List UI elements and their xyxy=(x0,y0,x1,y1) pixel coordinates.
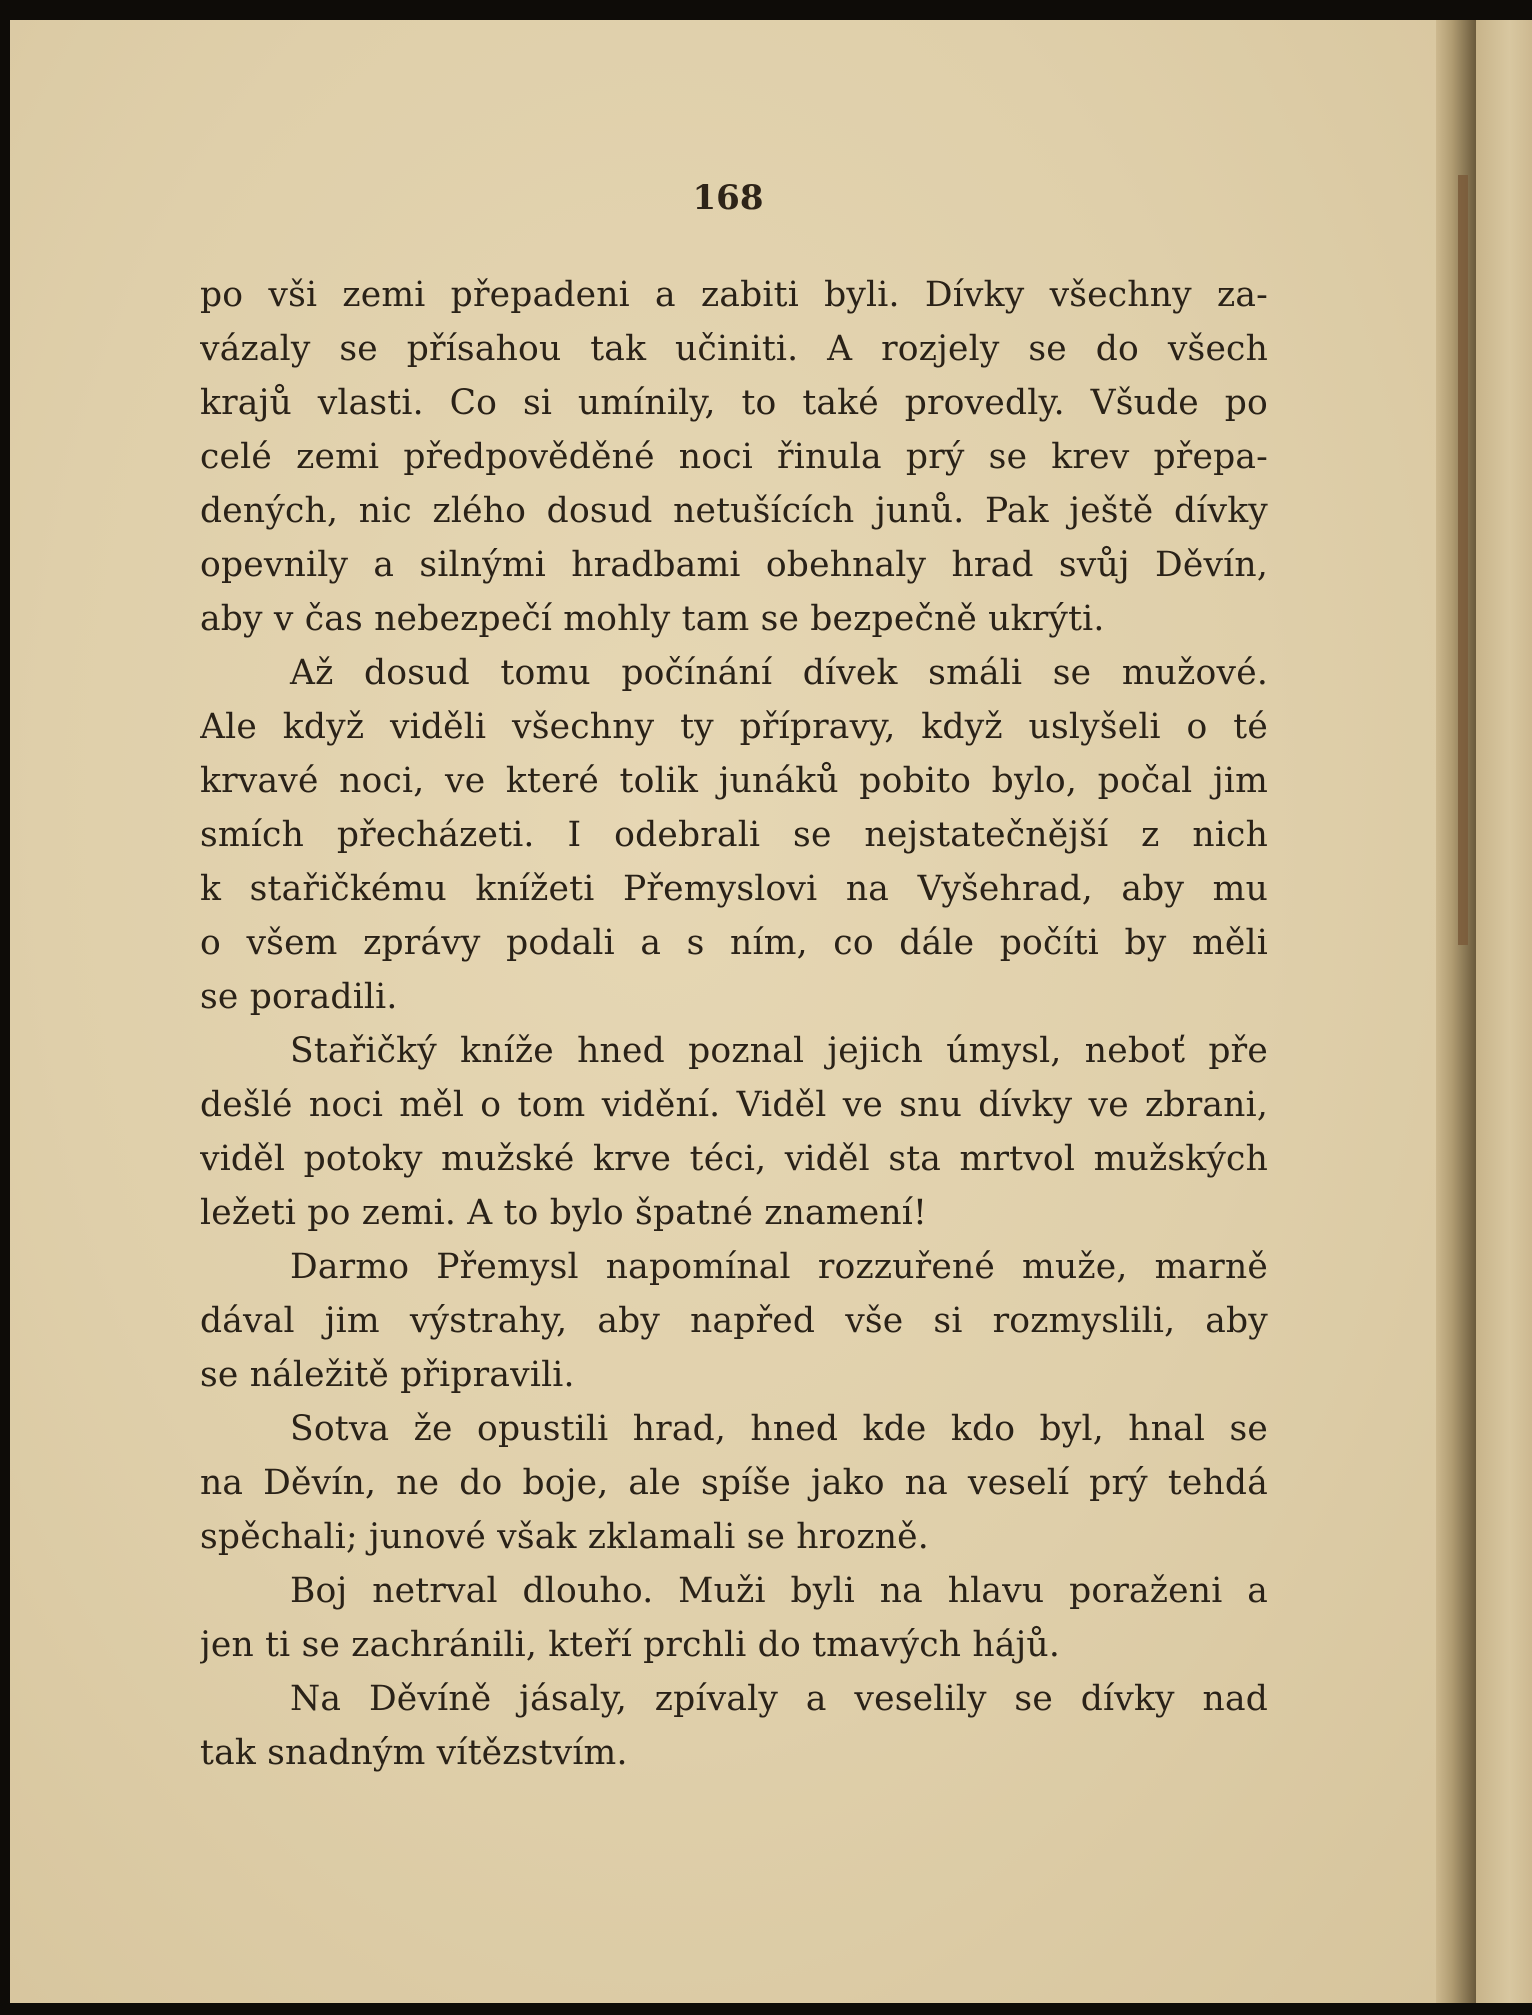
text-line: Až dosud tomu počínání dívek smáli se mužové. xyxy=(290,653,1268,693)
text-line: se poradili. xyxy=(200,977,398,1017)
text-line: ležeti po zemi. A to bylo špatné znamení! xyxy=(200,1193,928,1233)
text-line: na Děvín, ne do boje, ale spíše jako na veselí prý tehdá xyxy=(200,1463,1268,1503)
text-line: dával jim výstrahy, aby napřed vše si rozmyslili, aby xyxy=(200,1301,1268,1341)
text-line: Boj netrval dlouho. Muži byli na hlavu poraženi a xyxy=(290,1571,1268,1611)
text-line: se náležitě připravili. xyxy=(200,1355,575,1395)
text-line: krajů vlasti. Co si umínily, to také provedly. Všude po xyxy=(200,383,1268,423)
book-gutter xyxy=(1436,20,1476,2003)
body-text xyxy=(200,268,1268,1780)
text-line: dešlé noci měl o tom vidění. Viděl ve snu dívky ve zbrani, xyxy=(200,1085,1268,1125)
text-line: vázaly se přísahou tak učiniti. A rozjely se do všech xyxy=(200,329,1268,369)
text-line: spěchali; junové však zklamali se hrozně. xyxy=(200,1517,929,1557)
text-line: smích přecházeti. I odebrali se nejstatečnější z nich xyxy=(200,815,1268,855)
text-line: o všem zprávy podali a s ním, co dále počíti by měli xyxy=(200,923,1268,963)
text-line: k stařičkému knížeti Přemyslovi na Vyšehrad, aby mu xyxy=(200,869,1268,909)
adjacent-page-edge xyxy=(1476,20,1532,2003)
text-line: po vši zemi přepadeni a zabiti byli. Dívky všechny za- xyxy=(200,275,1268,315)
binding-shadow xyxy=(1458,175,1468,945)
text-line: Darmo Přemysl napomínal rozzuřené muže, marně xyxy=(290,1247,1268,1287)
text-line: celé zemi předpověděné noci řinula prý se krev přepa- xyxy=(200,437,1268,477)
text-line: Ale když viděli všechny ty přípravy, když uslyšeli o té xyxy=(200,707,1268,747)
text-line: dených, nic zlého dosud netušících junů. Pak ještě dívky xyxy=(200,491,1268,531)
text-line: Stařičký kníže hned poznal jejich úmysl, neboť pře xyxy=(290,1031,1268,1071)
text-line: viděl potoky mužské krve téci, viděl sta mrtvol mužských xyxy=(200,1139,1268,1179)
text-line: Na Děvíně jásaly, zpívaly a veselily se dívky nad xyxy=(290,1679,1268,1719)
text-line: krvavé noci, ve které tolik junáků pobito bylo, počal jim xyxy=(200,761,1268,801)
text-line: jen ti se zachránili, kteří prchli do tmavých hájů. xyxy=(200,1625,1061,1665)
text-line: Sotva že opustili hrad, hned kde kdo byl, hnal se xyxy=(290,1409,1268,1449)
text-line: aby v čas nebezpečí mohly tam se bezpečně ukrýti. xyxy=(200,599,1105,639)
text-line: opevnily a silnými hradbami obehnaly hrad svůj Děvín, xyxy=(200,545,1268,585)
page-number: 168 xyxy=(692,178,764,218)
text-line: tak snadným vítězstvím. xyxy=(200,1733,628,1773)
